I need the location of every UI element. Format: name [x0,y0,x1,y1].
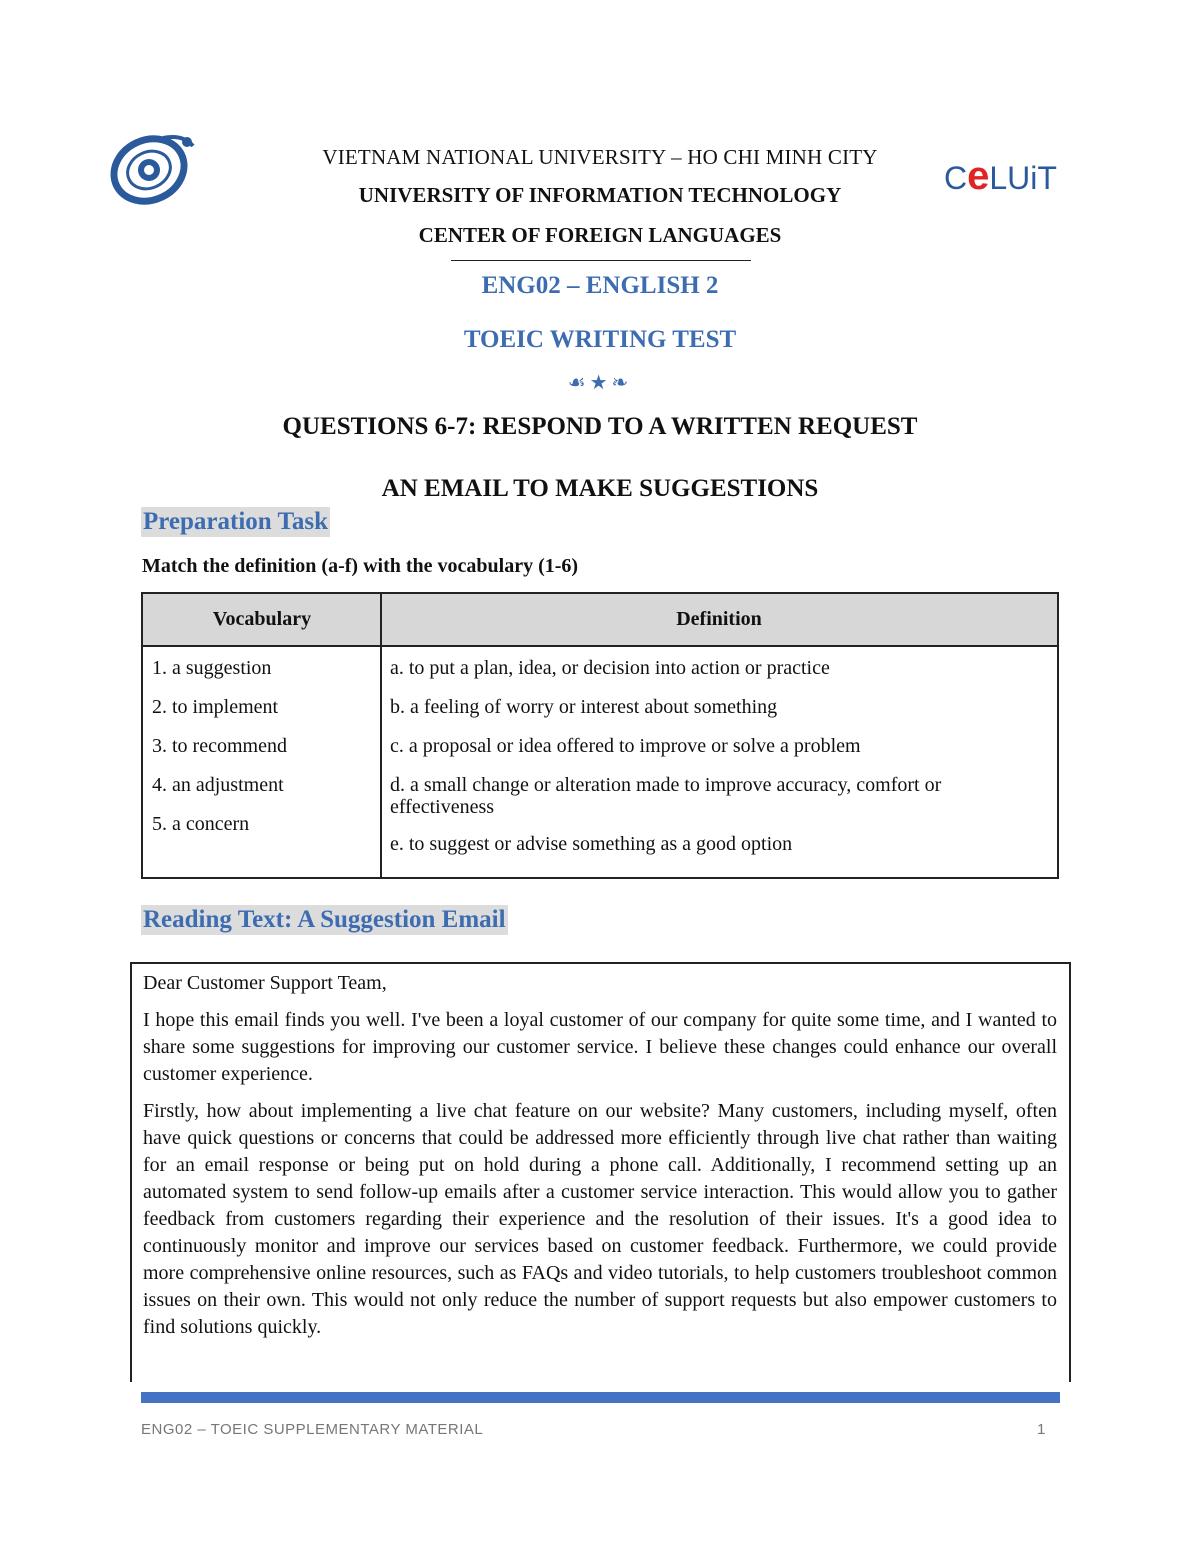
preparation-instruction: Match the definition (a-f) with the vocabulary (1-6) [142,555,579,577]
vocab-item: 5. a concern [152,813,250,835]
footer-bar [141,1392,1060,1403]
definition-item: d. a small change or alteration made to improve accuracy, comfort or effectiveness [390,774,942,818]
definition-item: a. to put a plan, idea, or decision into action or practice [390,657,830,679]
email-greeting: Dear Customer Support Team, [143,972,387,994]
email-text-box [130,962,1071,1382]
page-number: 1 [1037,1421,1046,1438]
header-institute: UNIVERSITY OF INFORMATION TECHNOLOGY [358,183,842,207]
column-header-definition: Definition [676,608,762,630]
definition-item: e. to suggest or advise something as a good option [390,833,793,855]
footer-text: ENG02 – TOEIC SUPPLEMENTARY MATERIAL [141,1421,484,1438]
header-university: VIETNAM NATIONAL UNIVERSITY – HO CHI MINH CITY [322,145,878,169]
column-header-vocabulary: Vocabulary [212,608,312,630]
sub-title: AN EMAIL TO MAKE SUGGESTIONS [381,475,819,502]
vocabulary-table [141,592,1059,879]
column-divider [380,594,382,877]
definition-item: b. a feeling of worry or interest about something [390,696,778,718]
question-title: QUESTIONS 6-7: RESPOND TO A WRITTEN REQUEST [282,413,918,440]
vocab-item: 4. an adjustment [152,774,284,796]
email-paragraph: Firstly, how about implementing a live chat feature on our website? Many customers, including myself, often have quick questions or concerns that could be addressed more efficiently through live chat rather than waiting for an email response or being put on hold during a phone call. Additionally, I recommend setting up an automated system to send follow-up emails after a customer service interaction. This would allow you to gather feedback from customers regarding their experience and the resolution of their issues. It's a good idea to continuously monitor and improve our services based on customer feedback. Furthermore, we could provide more comprehensive online resources, such as FAQs and video tutorials, to help customers troubleshoot common issues on their own. This would not only reduce the number of support requests but also empower customers to find solutions quickly. [143,1100,1057,1338]
header-center: CENTER OF FOREIGN LANGUAGES [418,223,782,247]
definition-list [390,657,1050,872]
test-title: TOEIC WRITING TEST [463,326,737,353]
header-divider [451,260,751,261]
course-title: ENG02 – ENGLISH 2 [481,272,719,299]
preparation-heading: Preparation Task [143,508,328,535]
ornament-divider: ☙★❧ [567,372,633,394]
vocabulary-list [152,657,374,852]
vocab-item: 3. to recommend [152,735,287,757]
definition-item: c. a proposal or idea offered to improve or solve a problem [390,735,861,757]
vocab-item: 1. a suggestion [152,657,272,679]
email-paragraph: I hope this email finds you well. I've been a loyal customer of our company for quite some time, and I wanted to share some suggestions for improving our customer service. I believe these changes could enhance our overall customer experience. [143,1009,1057,1085]
celuit-logo: CeLUiT [944,154,1057,198]
table-header-row [143,594,1057,647]
vocab-item: 2. to implement [152,696,279,718]
reading-heading: Reading Text: A Suggestion Email [143,906,506,933]
